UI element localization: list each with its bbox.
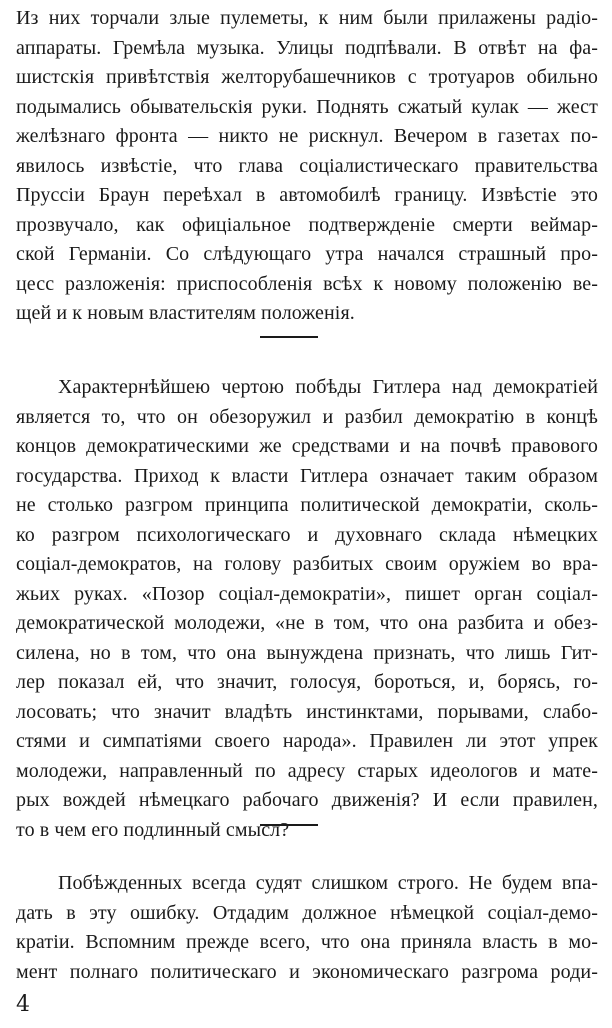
text-line: щей и к новым властителям положенія. <box>16 302 355 324</box>
text-line: дать в эту ошибку. Отдадим должное нѣмецкой соціал-демо- <box>16 901 598 924</box>
text-line: цесс разложенія: приспособленія всѣх к новому положенію ве- <box>16 272 598 295</box>
text-line: ской Германіи. Со слѣдующаго утра начался страшный про- <box>16 243 598 265</box>
text-line: явилось извѣстіе, что глава соціалистическаго правительства <box>16 154 598 177</box>
text-line: прозвучало, как офиціальное подтвержденіе смерти веймар- <box>16 213 598 236</box>
text-line: демократической молодежи, «не в том, что она разбита и обез- <box>16 612 598 634</box>
text-line: мент полнаго политическаго и экономическаго разгрома роди- <box>16 960 598 983</box>
paragraph-1 <box>16 4 598 329</box>
text-line: концов демократическими же средствами и на почвѣ правового <box>16 435 598 457</box>
text-line: Из них торчали злые пулеметы, к ним были прилажены радіо- <box>16 7 598 29</box>
text-line: кратіи. Вспомним прежде всего, что она приняла власть в мо- <box>16 931 598 953</box>
text-line: молодежи, направленный по адресу старых идеологов и мате- <box>16 759 598 782</box>
section-divider <box>260 824 318 826</box>
paragraph-2 <box>16 373 598 845</box>
paragraph-3-text <box>16 869 598 987</box>
text-line: рых вождей нѣмецкаго рабочаго движенія? И если правилен, <box>16 789 598 811</box>
page-number: 4 <box>16 992 30 1017</box>
text-line: соціал-демократов, на голову разбитых своим оружіем во вра- <box>16 553 598 575</box>
text-line: жьих руках. «Позор соціал-демократіи», пишет орган соціал- <box>16 582 598 605</box>
text-line: не столько разгром принципа политической демократіи, сколь- <box>16 494 598 516</box>
section-divider <box>260 336 318 338</box>
text-line: шистскія привѣтствія желторубашечников с тротуаров обильно <box>16 66 598 88</box>
text-line: государства. Приход к власти Гитлера означает таким образом <box>16 464 598 487</box>
text-line: Пруссіи Браун переѣхал в автомобилѣ границу. Извѣстіе это <box>16 184 598 206</box>
paragraph-3 <box>16 869 598 987</box>
text-line: ко разгром психологическаго и духовнаго склада нѣмецких <box>16 523 598 546</box>
text-line: лосовать; что значит владѣть инстинктами, порывами, слабо- <box>16 700 598 723</box>
text-line: является то, что он обезоружил и разбил демократію в концѣ <box>16 405 598 428</box>
text-line: то в чем его подлинный смысл? <box>16 818 290 841</box>
text-line: желѣзнаго фронта — никто не рискнул. Вечером в газетах по- <box>16 125 598 147</box>
text-line: аппараты. Гремѣла музыка. Улицы подпѣвали. В отвѣт на фа- <box>16 36 598 59</box>
text-line: стями и симпатіями своего народа». Правилен ли этот упрек <box>16 730 598 752</box>
text-line: Характернѣйшею чертою побѣды Гитлера над демократіей <box>58 376 598 398</box>
text-line: Побѣжденных всегда судят слишком строго. Не будем впа- <box>58 872 598 894</box>
text-line: силена, но в том, что она вынуждена признать, что лишь Гит- <box>16 641 598 664</box>
paragraph-2-text <box>16 373 598 845</box>
text-line: лер показал ей, что значит, голосуя, бороться, и, борясь, го- <box>16 671 598 693</box>
paragraph-1-text <box>16 4 598 329</box>
text-line: подымались обывательскія руки. Поднять сжатый кулак — жест <box>16 95 598 118</box>
